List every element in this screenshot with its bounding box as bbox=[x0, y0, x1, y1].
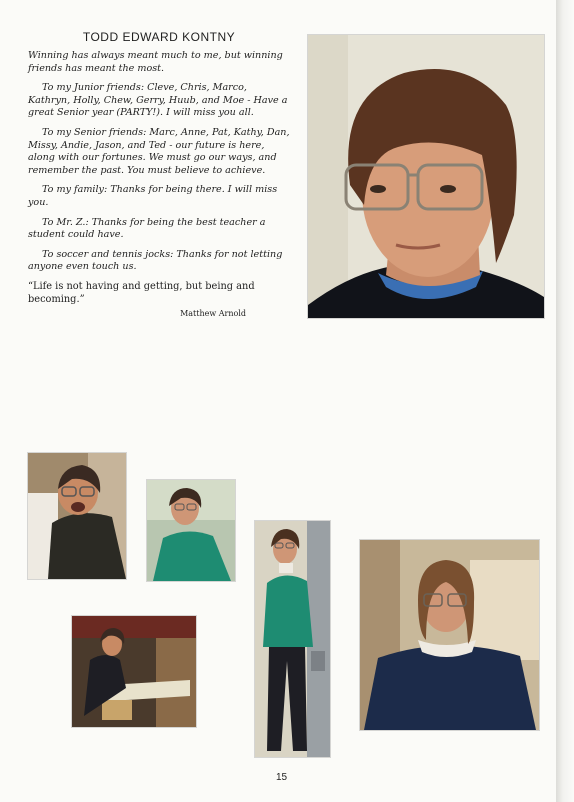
statement-paragraph: To soccer and tennis jocks: Thanks for not letting anyone even touch us. bbox=[28, 248, 283, 273]
statement-paragraph: To Mr. Z.: Thanks for being the best teacher a student could have. bbox=[28, 216, 266, 241]
candid-photo-navy-sweater bbox=[360, 540, 539, 730]
page-edge bbox=[556, 0, 574, 802]
candid-photo-laughing bbox=[28, 453, 126, 579]
statement-paragraph: Winning has always meant much to me, but winning friends has meant the most. bbox=[28, 50, 283, 74]
quote-text: “Life is not having and getting, but being and becoming.” bbox=[28, 280, 255, 305]
candid-photo-green-sweater bbox=[147, 480, 235, 581]
page-number: 15 bbox=[276, 772, 288, 783]
statement-paragraph: To my family: Thanks for being there. I will miss you. bbox=[28, 184, 278, 208]
quote-author: Matthew Arnold bbox=[180, 309, 246, 319]
statement-paragraph: To my Senior friends: Marc, Anne, Pat, Kathy, Dan, Missy, Andie, Jason, and Ted - our future is here, along with our fortunes. We must go our ways, and remember the past. You must believe to achieve. bbox=[28, 126, 290, 176]
senior-portrait-photo bbox=[308, 35, 544, 318]
candid-photo-classroom bbox=[72, 616, 196, 727]
senior-statement bbox=[28, 30, 290, 318]
statement-paragraph: To my Junior friends: Cleve, Chris, Marco, Kathryn, Holly, Chew, Gerry, Huub, and Moe - Have a great Senior year (PARTY!). I will miss you all. bbox=[28, 82, 288, 119]
candid-photo-locker bbox=[255, 521, 330, 757]
student-name: TODD EDWARD KONTNY bbox=[82, 30, 236, 44]
